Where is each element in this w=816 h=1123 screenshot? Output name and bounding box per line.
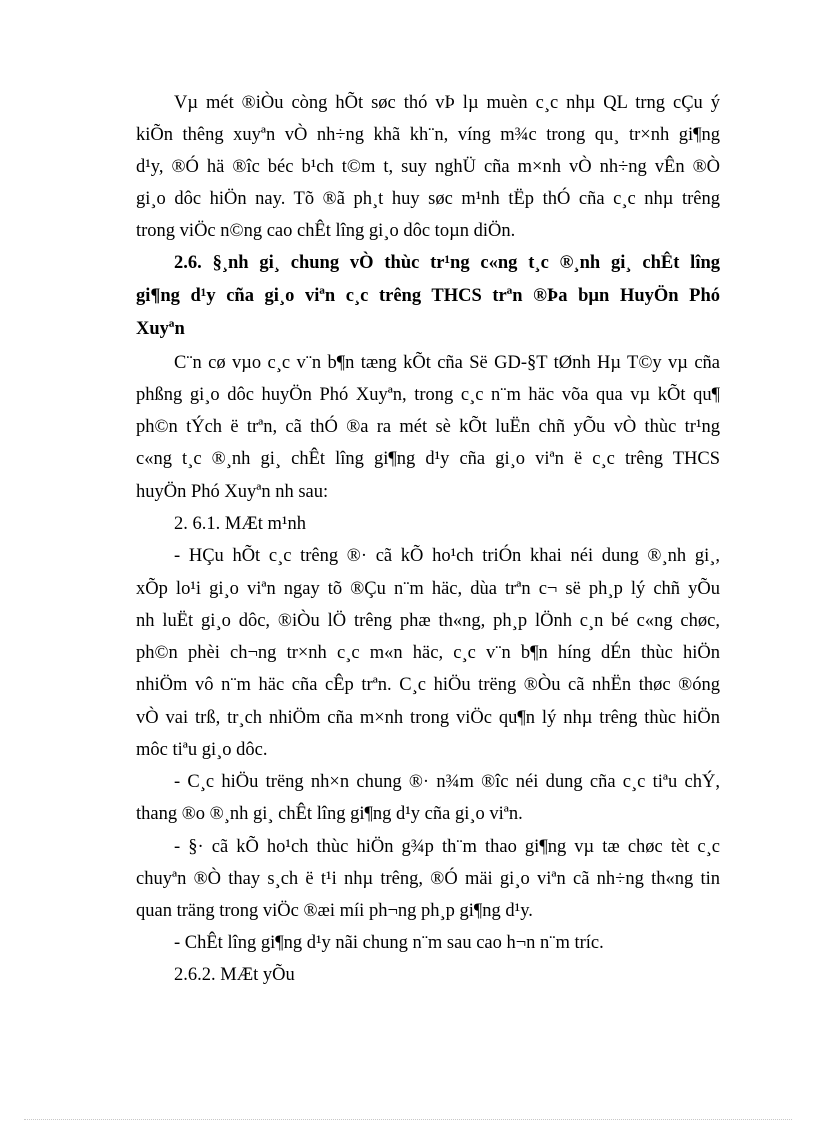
paragraph-line: quan träng trong viÖc ®æi míi ph¬ng ph¸p gi¶ng d¹y. (136, 901, 533, 921)
paragraph-line: huyÖn Phó Xuyªn nh sau: (136, 482, 329, 502)
paragraph-line: chuyªn ®Ò thay s¸ch ë t¹i nhµ trêng, ®Ó mäi gi¸o viªn cã nh÷ng th«ng tin (136, 869, 720, 889)
paragraph-line: - §· cã kÕ ho¹ch thùc hiÖn g¾p th¨m thao gi¶ng vµ tæ chøc tèt c¸c (174, 837, 720, 857)
paragraph-line: - C¸c hiÖu trëng nh×n chung ®· n¾m ®îc néi dung cña c¸c tiªu chÝ, (174, 772, 720, 792)
paragraph-line: kiÕn thêng xuyªn vÒ nh÷ng khã kh¨n, víng m¾c trong qu¸ tr×nh gi¶ng (136, 125, 720, 145)
paragraph-line: Vµ mét ®iÒu còng hÕt søc thó vÞ lµ muèn c¸c nhµ QL trng cÇu ý (174, 93, 720, 113)
paragraph-line: thang ®o ®¸nh gi¸ chÊt lîng gi¶ng d¹y cña gi¸o viªn. (136, 804, 523, 824)
paragraph-line: C¨n cø vµo c¸c v¨n b¶n tæng kÕt cña Së GD-§T tØnh Hµ T©y vµ cña (174, 353, 720, 373)
paragraph-line: nh luËt gi¸o dôc, ®iÒu lÖ trêng phæ th«ng, ph¸p lÖnh c¸n bé c«ng chøc, (136, 611, 720, 631)
paragraph-line: ph©n tÝch ë trªn, cã thÓ ®a ra mét sè kÕt luËn chñ yÕu vÒ thùc tr¹ng (136, 417, 720, 437)
paragraph-line: nhiÖm vô n¨m häc cña cÊp trªn. C¸c hiÖu trëng ®Òu cã nhËn thøc ®óng (136, 675, 720, 695)
paragraph-line: trong viÖc n©ng cao chÊt lîng gi¸o dôc toµn diÖn. (136, 221, 516, 241)
section-heading: 2.6. §¸nh gi¸ chung vÒ thùc tr¹ng c«ng t¸c ®¸nh gi¸ chÊt lîng (174, 253, 720, 273)
paragraph-line: d¹y, ®Ó hä ®îc béc b¹ch t©m t, suy nghÜ cña m×nh vÒ nh÷ng vÊn ®Ò (136, 157, 720, 177)
paragraph-line: ph©n phèi ch¬ng tr×nh c¸c m«n häc, c¸c v¨n b¶n híng dÉn thùc hiÖn (136, 643, 720, 663)
section-heading: gi¶ng d¹y cña gi¸o viªn c¸c trêng THCS trªn ®Þa bµn HuyÖn Phó (136, 286, 720, 306)
paragraph-line: vÒ vai trß, tr¸ch nhiÖm cña m×nh trong viÖc qu¶n lý nhµ trêng thùc hiÖn (136, 708, 720, 728)
paragraph-line: môc tiªu gi¸o dôc. (136, 740, 268, 760)
paragraph-line: - HÇu hÕt c¸c trêng ®· cã kÕ ho¹ch triÓn khai néi dung ®¸nh gi¸, (174, 546, 720, 566)
subsection-heading: 2. 6.1. MÆt m¹nh (174, 514, 306, 534)
page-bottom-divider (24, 1119, 792, 1120)
paragraph-line: xÕp lo¹i gi¸o viªn ngay tõ ®Çu n¨m häc, dùa trªn c¬ së ph¸p lý chñ yÕu (136, 579, 720, 599)
paragraph-line: phßng gi¸o dôc huyÖn Phó Xuyªn, trong c¸c n¨m häc võa qua vµ kÕt qu¶ (136, 385, 720, 405)
section-heading: Xuyªn (136, 319, 185, 339)
paragraph-line: - ChÊt lîng gi¶ng d¹y nãi chung n¨m sau cao h¬n n¨m tríc. (174, 933, 604, 953)
paragraph-line: gi¸o dôc hiÖn nay. Tõ ®ã ph¸t huy søc m¹nh tËp thÓ cña c¸c nhµ trêng (136, 189, 720, 209)
subsection-heading: 2.6.2. MÆt yÕu (174, 965, 295, 985)
paragraph-line: c«ng t¸c ®¸nh gi¸ chÊt lîng gi¶ng d¹y cña gi¸o viªn ë c¸c trêng THCS (136, 449, 720, 469)
